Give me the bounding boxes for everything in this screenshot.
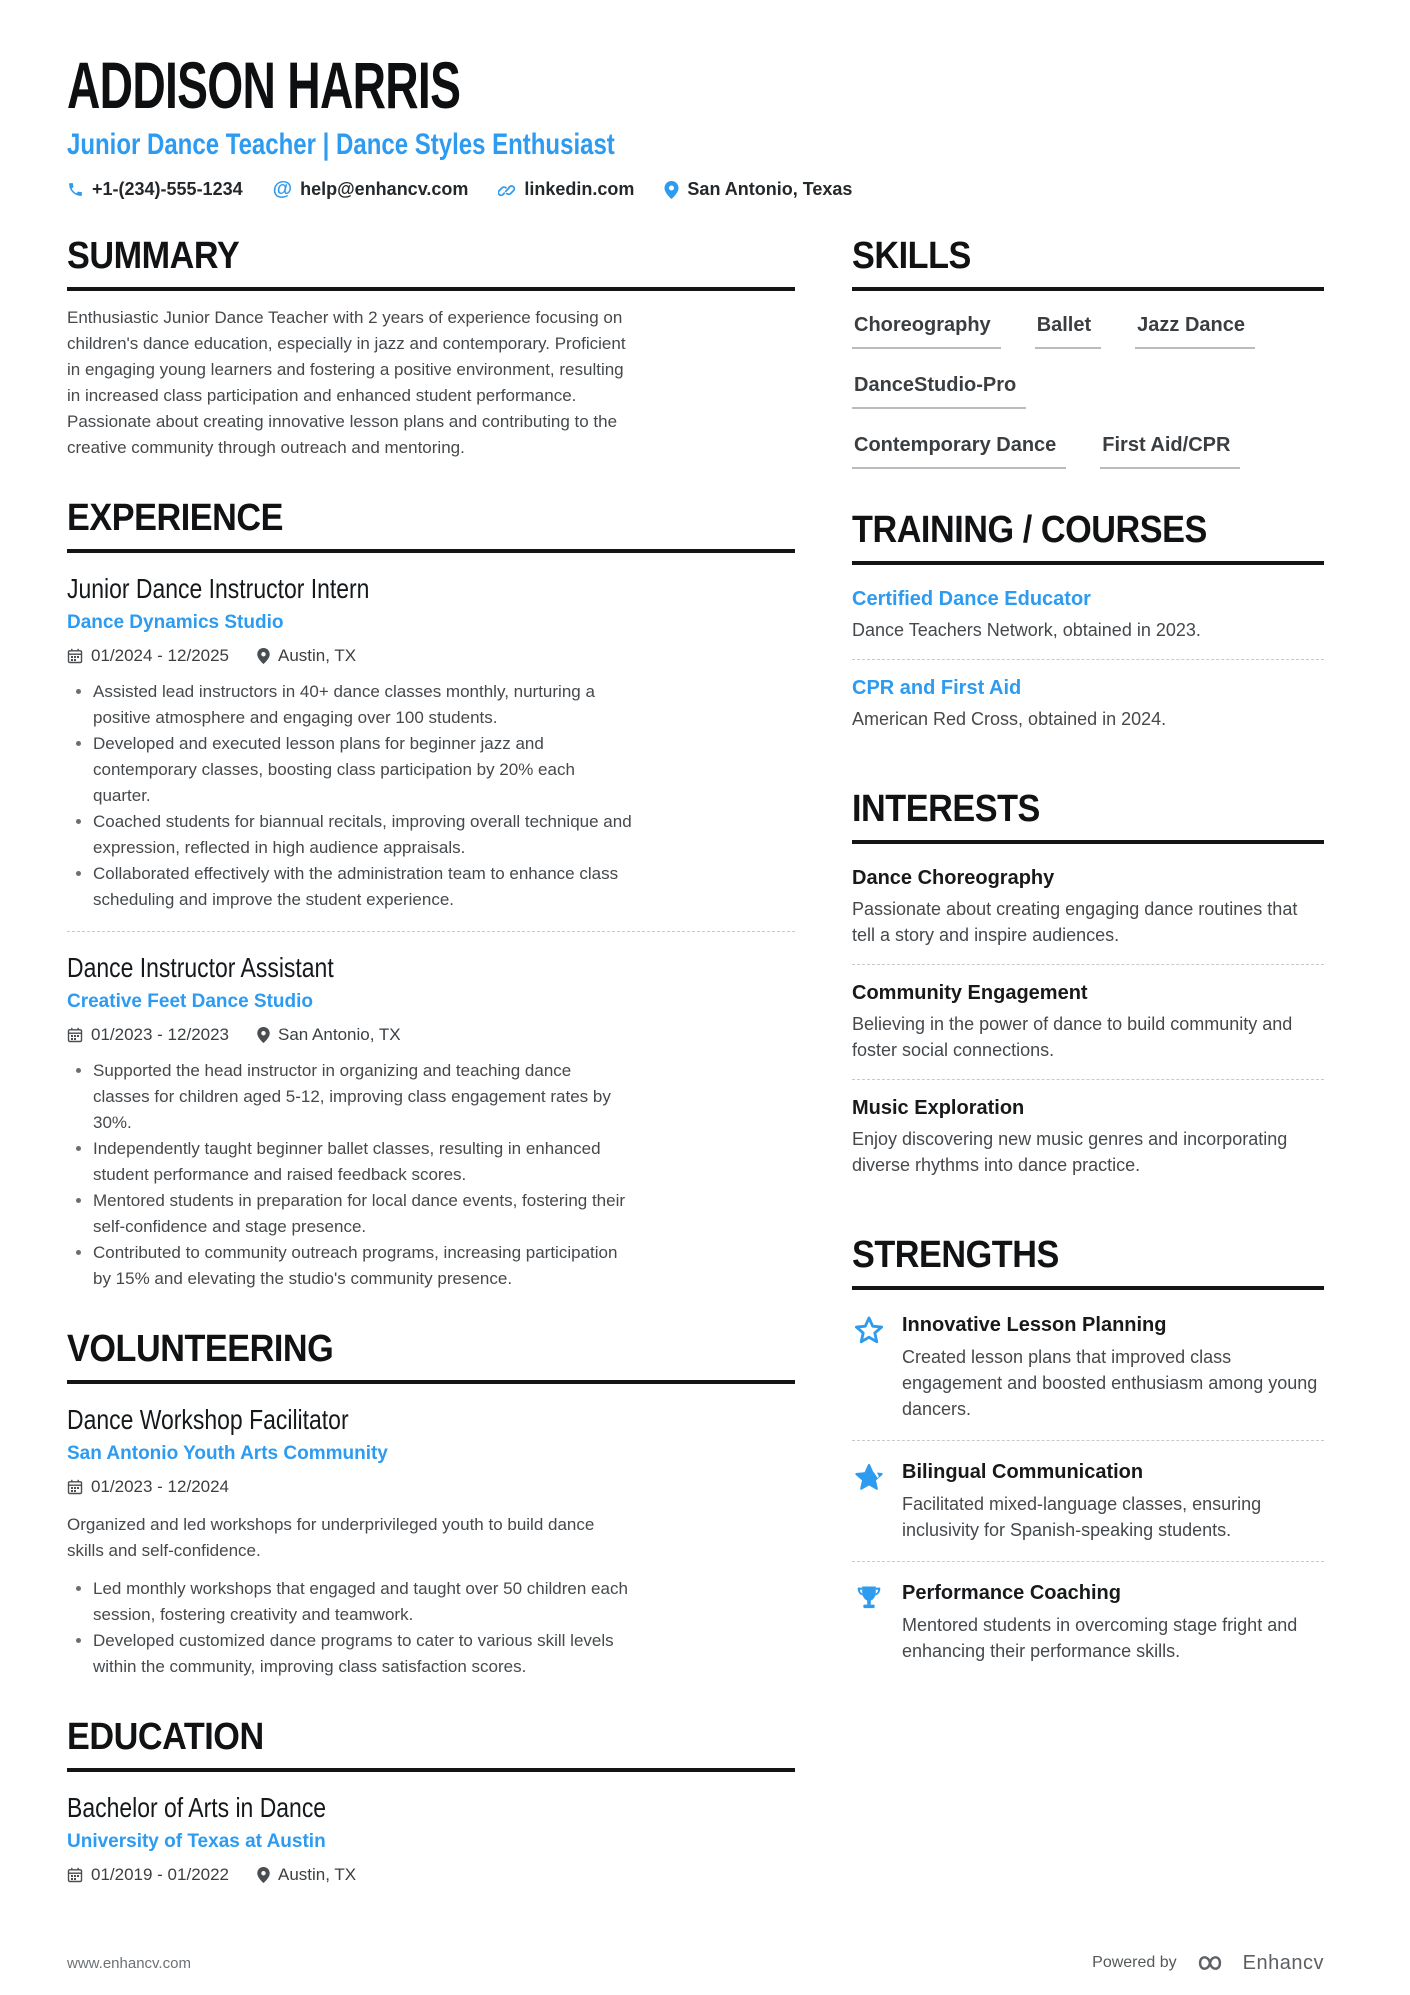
date-range-text: 01/2023 - 12/2024	[91, 1477, 230, 1496]
job-bullets	[67, 679, 632, 913]
strength-item	[852, 1561, 1324, 1682]
bullet-item: • Independently taught beginner ballet classes, resulting in enhanced student performance and raised feedback scores.	[93, 1136, 632, 1188]
training-item	[852, 571, 1324, 659]
job-title: Dance Instructor Assistant	[67, 952, 334, 983]
strength-title: Performance Coaching	[902, 1582, 1121, 1604]
linkedin-url[interactable]: linkedin.com	[524, 179, 635, 199]
calendar-icon	[67, 1479, 83, 1495]
interest-item	[852, 964, 1324, 1079]
job-meta-row	[67, 645, 795, 667]
training-heading: TRAINING / COURSES	[852, 509, 1324, 565]
strength-title: Bilingual Communication	[902, 1461, 1144, 1483]
summary-section	[67, 235, 795, 461]
linkedin-contact[interactable]	[498, 179, 634, 200]
date-range-text: 01/2019 - 01/2022	[91, 1865, 230, 1884]
date-range-text: 01/2023 - 12/2023	[91, 1025, 230, 1044]
education-heading: EDUCATION	[67, 1716, 795, 1772]
calendar-icon	[67, 1867, 83, 1883]
right-column	[852, 235, 1324, 1682]
job-location-text: San Antonio, TX	[278, 1025, 401, 1044]
training-section	[852, 509, 1324, 748]
interest-item	[852, 1079, 1324, 1194]
pin-icon	[257, 648, 270, 664]
trophy-icon	[852, 1580, 886, 1664]
strength-description: Mentored students in overcoming stage fright and enhancing their performance skills.	[902, 1615, 1298, 1661]
date-range	[67, 1476, 229, 1498]
content-columns	[67, 235, 1324, 1886]
organization-name: San Antonio Youth Arts Community	[67, 1443, 388, 1464]
experience-section	[67, 497, 795, 1292]
enhancv-logo-icon	[1189, 1949, 1231, 1977]
summary-heading: SUMMARY	[67, 235, 795, 291]
date-range	[67, 645, 229, 667]
bullet-item: • Developed and executed lesson plans for beginner jazz and contemporary classes, boosting class participation by 20% each quarter.	[93, 731, 632, 809]
volunteering-entry	[67, 1404, 795, 1680]
headline: Junior Dance Teacher | Dance Styles Enthusiast	[67, 128, 615, 161]
role-title: Dance Workshop Facilitator	[67, 1404, 349, 1435]
training-item	[852, 659, 1324, 748]
job-meta-row	[67, 1024, 795, 1046]
interest-description: Believing in the power of dance to build community and foster social connections.	[852, 1014, 1293, 1060]
role-meta-row	[67, 1476, 795, 1498]
interest-item	[852, 850, 1324, 964]
skill-tag: Choreography	[852, 313, 1001, 349]
training-title: CPR and First Aid	[852, 677, 1022, 699]
job-location-text: Austin, TX	[278, 646, 357, 665]
powered-by-group	[1092, 1949, 1324, 1977]
degree-title: Bachelor of Arts in Dance	[67, 1792, 327, 1823]
phone-number: +1-(234)-555-1234	[92, 179, 243, 199]
bullet-item: • Led monthly workshops that engaged and taught over 50 children each session, fostering creativity and teamwork.	[93, 1576, 632, 1628]
summary-text: Enthusiastic Junior Dance Teacher with 2 years of experience focusing on children's dance education, especially in jazz and contemporary. Proficient in engaging young learners and fostering a positive environment, resulting in increased class participation and enhanced student performance. Passionate about creating innovative lesson plans and contributing to the creative community through outreach and mentoring.	[67, 308, 626, 457]
role-bullets	[67, 1576, 632, 1680]
email-contact[interactable]	[273, 178, 469, 201]
email-address[interactable]: help@enhancv.com	[300, 179, 469, 199]
job-title: Junior Dance Instructor Intern	[67, 573, 370, 604]
strength-item	[852, 1440, 1324, 1561]
strength-description: Created lesson plans that improved class engagement and boosted enthusiasm among young dancers.	[902, 1347, 1318, 1419]
interests-heading: INTERESTS	[852, 788, 1324, 844]
education-location	[257, 1864, 356, 1886]
bullet-item: • Supported the head instructor in organizing and teaching dance classes for children aged 5-12, improving class engagement rates by 30%.	[93, 1058, 632, 1136]
interest-title: Music Exploration	[852, 1097, 1025, 1119]
skill-list	[852, 313, 1324, 469]
interests-section	[852, 788, 1324, 1194]
interest-description: Enjoy discovering new music genres and incorporating diverse rhythms into dance practice.	[852, 1129, 1288, 1175]
training-detail: Dance Teachers Network, obtained in 2023.	[852, 620, 1201, 640]
calendar-icon	[67, 648, 83, 664]
brand-name: Enhancv	[1242, 1951, 1324, 1974]
training-detail: American Red Cross, obtained in 2024.	[852, 709, 1167, 729]
interest-title: Community Engagement	[852, 982, 1088, 1004]
bullet-item: • Collaborated effectively with the administration team to enhance class scheduling and improve the student experience.	[93, 861, 632, 913]
strength-title: Innovative Lesson Planning	[902, 1314, 1167, 1336]
skills-heading: SKILLS	[852, 235, 1324, 291]
date-range	[67, 1024, 229, 1046]
footer-site-link[interactable]: www.enhancv.com	[67, 1954, 191, 1972]
role-description: Organized and led workshops for underprivileged youth to build dance skills and self-confidence.	[67, 1515, 595, 1560]
skill-tag: Contemporary Dance	[852, 433, 1066, 469]
location-pin-icon	[664, 181, 679, 199]
link-icon	[498, 181, 516, 199]
job-location	[257, 1024, 401, 1046]
education-meta-row	[67, 1864, 795, 1886]
contact-row	[67, 178, 1324, 201]
left-column	[67, 235, 795, 1886]
bullet-item: • Coached students for biannual recitals, improving overall technique and expression, reflected in high audience appraisals.	[93, 809, 632, 861]
company-name: Creative Feet Dance Studio	[67, 991, 314, 1012]
strengths-heading: STRENGTHS	[852, 1234, 1324, 1290]
bullet-item: • Mentored students in preparation for local dance events, fostering their self-confidence and stage presence.	[93, 1188, 632, 1240]
location-text: San Antonio, Texas	[687, 179, 853, 199]
experience-entry	[67, 573, 795, 913]
interest-title: Dance Choreography	[852, 867, 1055, 889]
job-bullets	[67, 1058, 632, 1292]
phone-icon	[67, 181, 84, 198]
candidate-name: ADDISON HARRIS	[67, 48, 461, 122]
skill-tag: Ballet	[1035, 313, 1101, 349]
page-footer	[67, 1949, 1324, 1977]
volunteering-heading: VOLUNTEERING	[67, 1328, 795, 1384]
strengths-section	[852, 1234, 1324, 1682]
education-section	[67, 1716, 795, 1886]
training-title: Certified Dance Educator	[852, 588, 1091, 610]
skill-tag: First Aid/CPR	[1100, 433, 1240, 469]
volunteering-section	[67, 1328, 795, 1680]
bullet-item: • Assisted lead instructors in 40+ dance classes monthly, nurturing a positive atmosphere and engaging over 100 students.	[93, 679, 632, 731]
skill-tag: Jazz Dance	[1135, 313, 1255, 349]
bullet-item: • Contributed to community outreach programs, increasing participation by 15% and elevating the studio's community presence.	[93, 1240, 632, 1292]
location-contact	[664, 179, 852, 200]
strength-description: Facilitated mixed-language classes, ensuring inclusivity for Spanish-speaking students.	[902, 1494, 1262, 1540]
phone-contact	[67, 179, 243, 200]
pin-icon	[257, 1027, 270, 1043]
powered-by-label: Powered by	[1092, 1954, 1177, 1971]
strength-item	[852, 1294, 1324, 1440]
star-filled-icon	[852, 1459, 886, 1543]
date-range	[67, 1864, 229, 1886]
resume-header	[67, 48, 1324, 201]
date-range-text: 01/2024 - 12/2025	[91, 646, 230, 665]
experience-heading: EXPERIENCE	[67, 497, 795, 553]
pin-icon	[257, 1867, 270, 1883]
skills-section	[852, 235, 1324, 469]
skill-tag: DanceStudio-Pro	[852, 373, 1026, 409]
interest-description: Passionate about creating engaging dance routines that tell a story and inspire audiences.	[852, 899, 1298, 945]
education-location-text: Austin, TX	[278, 1865, 357, 1884]
experience-entry	[67, 952, 795, 1292]
education-entry	[67, 1792, 795, 1886]
at-icon: @	[272, 178, 293, 200]
star-outline-icon	[852, 1312, 886, 1422]
company-name: Dance Dynamics Studio	[67, 612, 284, 633]
bullet-item: • Developed customized dance programs to cater to various skill levels within the community, improving class satisfaction scores.	[93, 1628, 632, 1680]
job-location	[257, 645, 356, 667]
school-name: University of Texas at Austin	[67, 1831, 326, 1852]
calendar-icon	[67, 1027, 83, 1043]
entry-divider	[67, 931, 795, 932]
